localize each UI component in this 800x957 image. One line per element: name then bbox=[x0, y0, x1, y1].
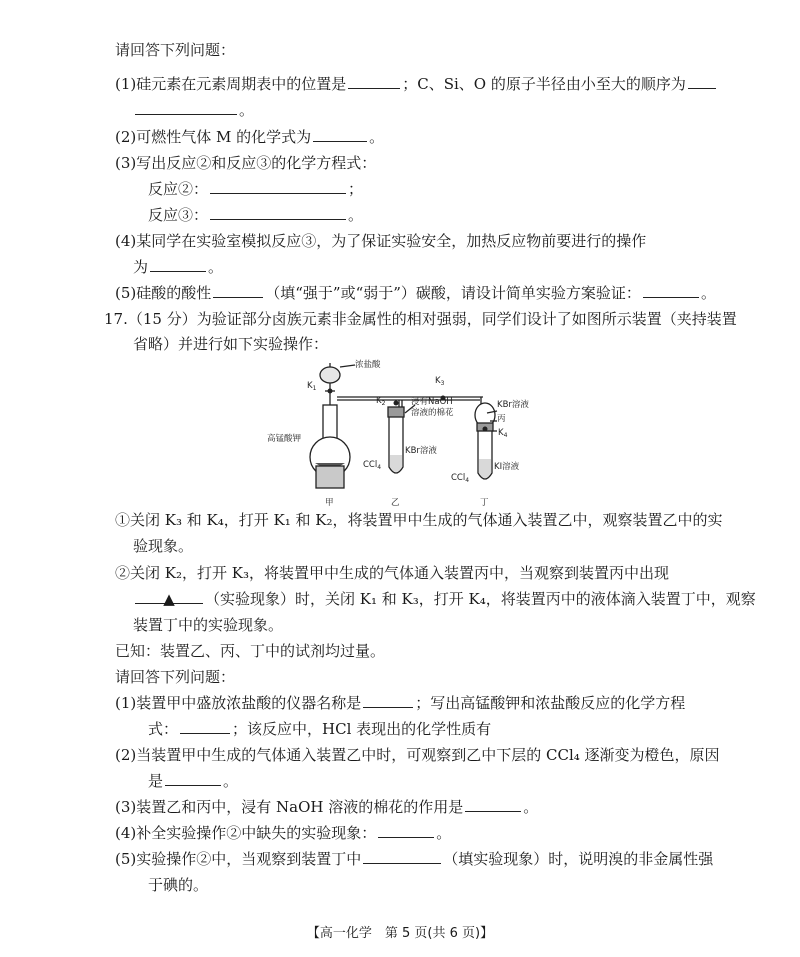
punct: 。 bbox=[369, 128, 385, 146]
answer-1-cont bbox=[148, 719, 491, 739]
step-1-cont: 验现象。 bbox=[133, 537, 194, 555]
step-1: ①关闭 K₃ 和 K₄，打开 K₁ 和 K₂，将装置甲中生成的气体通入装置乙中，观察装置乙中的实 bbox=[115, 511, 723, 529]
punct: 。 bbox=[523, 798, 539, 816]
answer-5-text-b: （填实验现象）时，说明溴的非金属性强 bbox=[443, 850, 714, 868]
answer-1-text-b: ；写出高锰酸钾和浓盐酸反应的化学方程 bbox=[415, 694, 686, 712]
question-3-reaction-2 bbox=[148, 179, 363, 199]
punct: 。 bbox=[436, 824, 452, 842]
label-k1: $K_1$ bbox=[307, 381, 317, 392]
answer-3-text: (3)装置乙和丙中，浸有 NaOH 溶液的棉花的作用是 bbox=[115, 798, 464, 816]
answer-blank bbox=[150, 257, 206, 272]
question-1-cont bbox=[133, 100, 254, 120]
question-5-line bbox=[115, 283, 716, 303]
question-4-cont bbox=[133, 257, 223, 277]
label-ccl4-yi: CCl$_4$ bbox=[363, 460, 382, 471]
answer-blank bbox=[465, 797, 521, 812]
label-kbr-bing: KBr溶液 bbox=[497, 400, 529, 410]
label-k2: $K_2$ bbox=[376, 396, 386, 407]
step-2: ②关闭 K₂，打开 K₃，将装置甲中生成的气体通入装置丙中，当观察到装置丙中出现 bbox=[115, 564, 669, 582]
punct: 。 bbox=[223, 772, 239, 790]
answer-5-cont: 于碘的。 bbox=[148, 876, 209, 894]
reaction-label: 反应②： bbox=[148, 180, 209, 198]
reaction-label: 反应③： bbox=[148, 206, 209, 224]
stopcock-k2-icon bbox=[394, 401, 399, 406]
punct: 。 bbox=[348, 206, 364, 224]
answer-blank bbox=[135, 589, 203, 608]
answer-4-line bbox=[115, 823, 451, 843]
answer-blank bbox=[688, 74, 716, 89]
answer-5-line bbox=[115, 849, 713, 869]
label-k4: $K_4$ bbox=[498, 428, 508, 439]
answer-4-text: (4)补全实验操作②中缺失的实验现象： bbox=[115, 824, 377, 842]
label-ki: KI溶液 bbox=[494, 462, 520, 472]
answer-blank bbox=[348, 74, 400, 89]
question-1-text-b: ；C、Si、O 的原子半径由小至大的顺序为 bbox=[402, 75, 686, 93]
questions-intro: 请回答下列问题： bbox=[115, 41, 236, 59]
question-5-text-b: （填“强于”或“弱于”）碳酸，请设计简单实验方案验证： bbox=[265, 284, 641, 302]
answer-2-cont bbox=[148, 771, 238, 791]
answer-blank bbox=[643, 283, 699, 298]
step-2-cont bbox=[133, 589, 756, 609]
question-1-line bbox=[115, 74, 718, 94]
apparatus-diagram bbox=[265, 355, 529, 515]
step-2-cont-2: 装置丁中的实验现象。 bbox=[133, 616, 284, 634]
stopcock-k1-icon bbox=[328, 389, 333, 394]
label-cotton: 浸有NaOH bbox=[411, 397, 453, 407]
question-1-text-a: (1)硅元素在元素周期表中的位置是 bbox=[115, 75, 347, 93]
answer-blank bbox=[135, 100, 237, 115]
answer-1-line bbox=[115, 693, 685, 713]
answer-blank bbox=[378, 823, 434, 838]
answer-2-text-b: 是 bbox=[148, 772, 164, 790]
question-3-reaction-3 bbox=[148, 205, 363, 225]
question-17-intro-cont: 省略）并进行如下实验操作： bbox=[133, 335, 329, 353]
answer-blank bbox=[210, 205, 346, 220]
answer-blank bbox=[210, 179, 346, 194]
stopcock-k4-icon bbox=[483, 427, 488, 432]
step-2-text-b: （实验现象）时，关闭 K₁ 和 K₃，打开 K₄，将装置丙中的液体滴入装置丁中，观察 bbox=[205, 590, 756, 608]
answer-blank bbox=[213, 283, 263, 298]
question-5-text-a: (5)硅酸的酸性 bbox=[115, 284, 212, 302]
ask-intro: 请回答下列问题： bbox=[115, 668, 236, 686]
question-2-line bbox=[115, 127, 384, 147]
question-3-line: (3)写出反应②和反应③的化学方程式： bbox=[115, 154, 377, 172]
label-ding: 丁 bbox=[480, 498, 489, 508]
answer-5-text-a: (5)实验操作②中，当观察到装置丁中 bbox=[115, 850, 362, 868]
page-footer: 【高一化学 第 5 页(共 6 页)】 bbox=[306, 926, 494, 941]
label-ccl4-ding: CCl$_4$ bbox=[451, 473, 470, 484]
answer-2-line: (2)当装置甲中生成的气体通入装置乙中时，可观察到乙中下层的 CCl₄ 逐渐变为橙色，原因 bbox=[115, 746, 720, 764]
question-4-text-b: 为 bbox=[133, 258, 149, 276]
answer-1-text-c: 式： bbox=[148, 720, 179, 738]
answer-1-text-d: ；该反应中，HCl 表现出的化学性质有 bbox=[232, 720, 492, 738]
label-yi: 乙 bbox=[391, 498, 400, 508]
punct: 。 bbox=[208, 258, 224, 276]
answer-blank bbox=[363, 849, 441, 864]
punct: 。 bbox=[700, 284, 716, 302]
answer-blank bbox=[363, 693, 413, 708]
answer-blank bbox=[313, 127, 367, 142]
label-bing: 丙 bbox=[497, 414, 506, 424]
question-17-intro: 17.（15 分）为验证部分卤族元素非金属性的相对强弱，同学们设计了如图所示装置（夹持装置 bbox=[104, 310, 737, 328]
answer-1-text-a: (1)装置甲中盛放浓盐酸的仪器名称是 bbox=[115, 694, 362, 712]
answer-3-line bbox=[115, 797, 538, 817]
answer-blank bbox=[180, 719, 230, 734]
label-jia: 甲 bbox=[325, 498, 334, 508]
label-kmno4: 高锰酸钾 bbox=[267, 434, 302, 444]
label-cotton-2: 溶液的棉花 bbox=[411, 408, 454, 418]
punct: 。 bbox=[239, 101, 255, 119]
known-note: 已知：装置乙、丙、丁中的试剂均过量。 bbox=[115, 642, 386, 660]
answer-blank bbox=[165, 771, 221, 786]
label-acid: 浓盐酸 bbox=[355, 360, 381, 370]
label-k3: $K_3$ bbox=[435, 376, 445, 387]
label-kbr-yi: KBr溶液 bbox=[405, 446, 437, 456]
question-2-text: (2)可燃性气体 M 的化学式为 bbox=[115, 128, 312, 146]
question-4-line: (4)某同学在实验室模拟反应③，为了保证实验安全，加热反应物前要进行的操作 bbox=[115, 232, 647, 250]
triangle-marker-icon: ▲ bbox=[163, 590, 175, 608]
punct: ； bbox=[348, 180, 364, 198]
